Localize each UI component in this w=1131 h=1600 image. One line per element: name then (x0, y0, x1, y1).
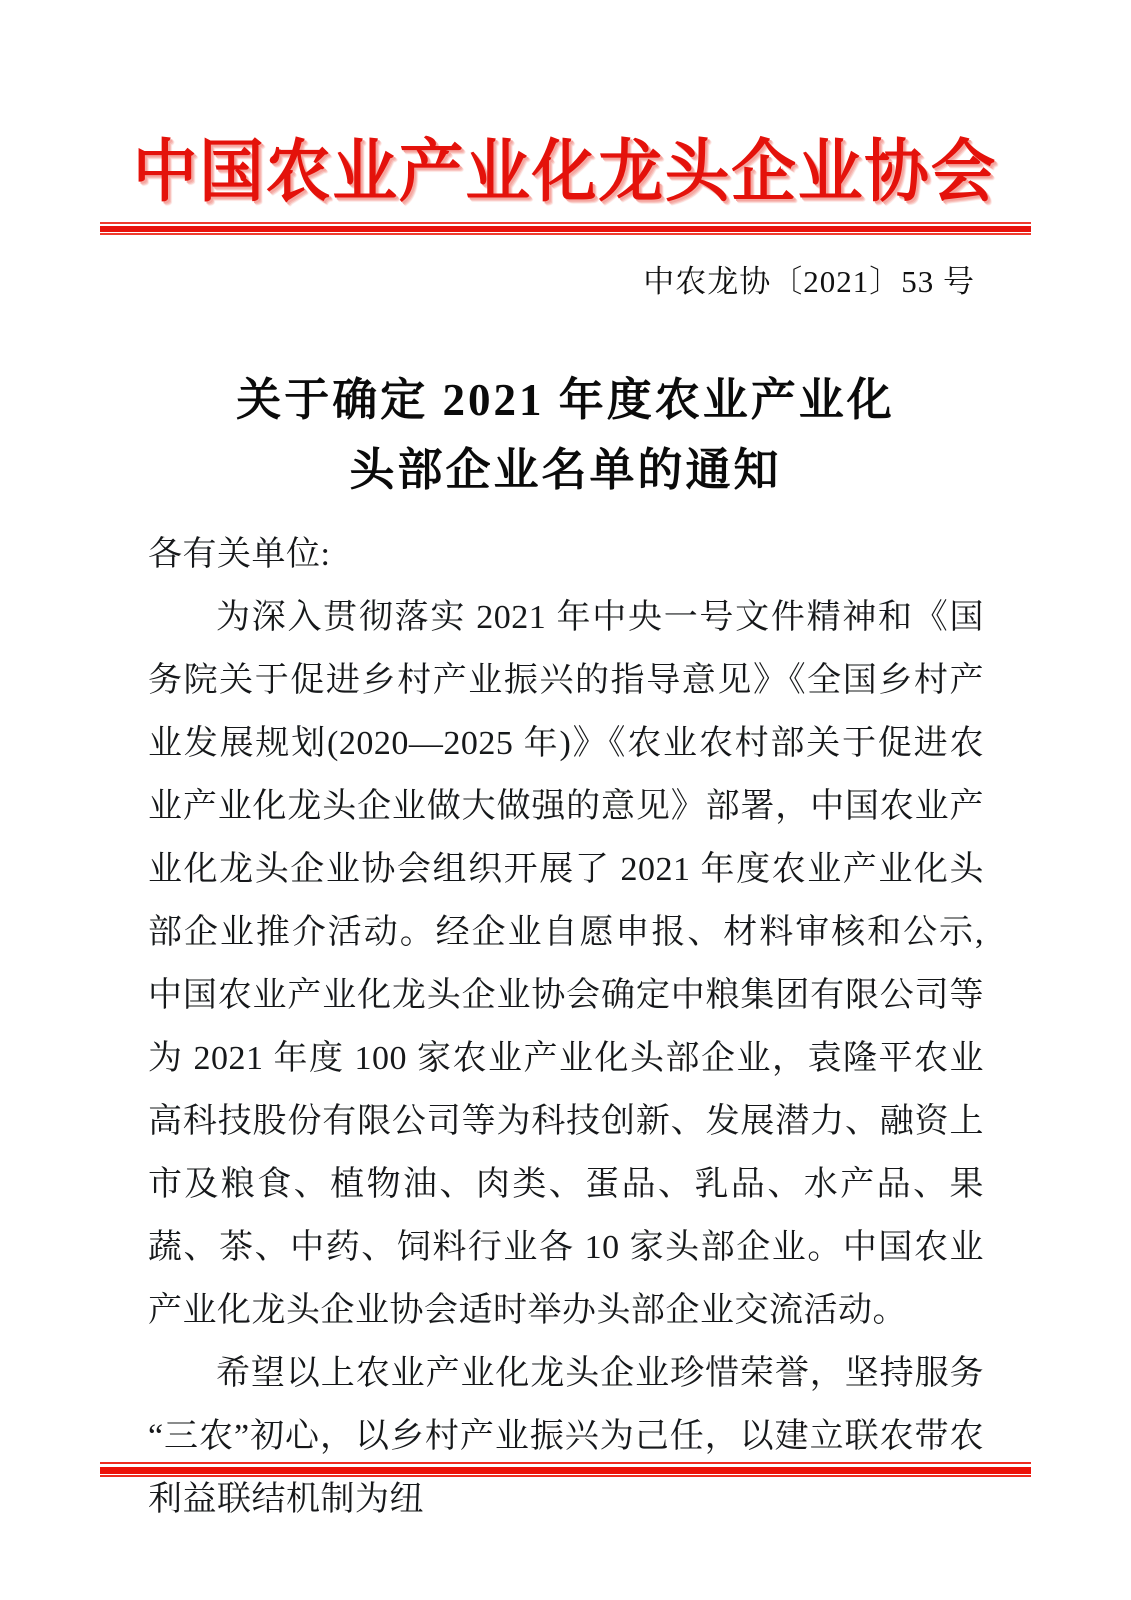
rule-thin-bottom (100, 233, 1031, 235)
document-title-line-1: 关于确定 2021 年度农业产业化 (236, 375, 895, 425)
rule-thick (100, 226, 1031, 232)
document-number: 中农龙协〔2021〕53 号 (643, 264, 975, 299)
letterhead-red-rule (100, 222, 1031, 235)
footer-red-rule (100, 1462, 1031, 1478)
footer-rule-thick (100, 1467, 1031, 1474)
document-title (0, 365, 1131, 505)
letterhead-organization-name: 中国农业产业化龙头企业协会 (133, 134, 998, 210)
salutation: 各有关单位: (148, 536, 331, 573)
letterhead (0, 134, 1131, 210)
rule-thin-top (100, 222, 1031, 224)
body-paragraph-2: 希望以上农业产业化龙头企业珍惜荣誉，坚持服务“三农”初心，以乡村产业振兴为己任，以建立联农带农利益联结机制为纽 (148, 1355, 984, 1518)
document-body (148, 523, 984, 1531)
body-paragraph-1: 为深入贯彻落实 2021 年中央一号文件精神和《国务院关于促进乡村产业振兴的指导意见》《全国乡村产业发展规划(2020—2025 年)》《农业农村部关于促进农业产业化龙头企业做大做强的意见》部署，中国农业产业化龙头企业协会组织开展了 2021 年度农业产业化头部企业推介活动。经企业自愿申报、材料审核和公示,中国农业产业化龙头企业协会确定中粮集团有限公司等为 2021 年度 100 家农业产业化头部企业，袁隆平农业高科技股份有限公司等为科技创新、发展潜力、融资上市及粮食、植物油、肉类、蛋品、乳品、水产品、果蔬、茶、中药、饲料行业各 10 家头部企业。中国农业产业化龙头企业协会适时举办头部企业交流活动。 (148, 599, 984, 1329)
document-title-line-2: 头部企业名单的通知 (349, 445, 782, 495)
footer-rule-thin-bottom (100, 1475, 1031, 1477)
footer-rule-thin-top (100, 1462, 1031, 1464)
